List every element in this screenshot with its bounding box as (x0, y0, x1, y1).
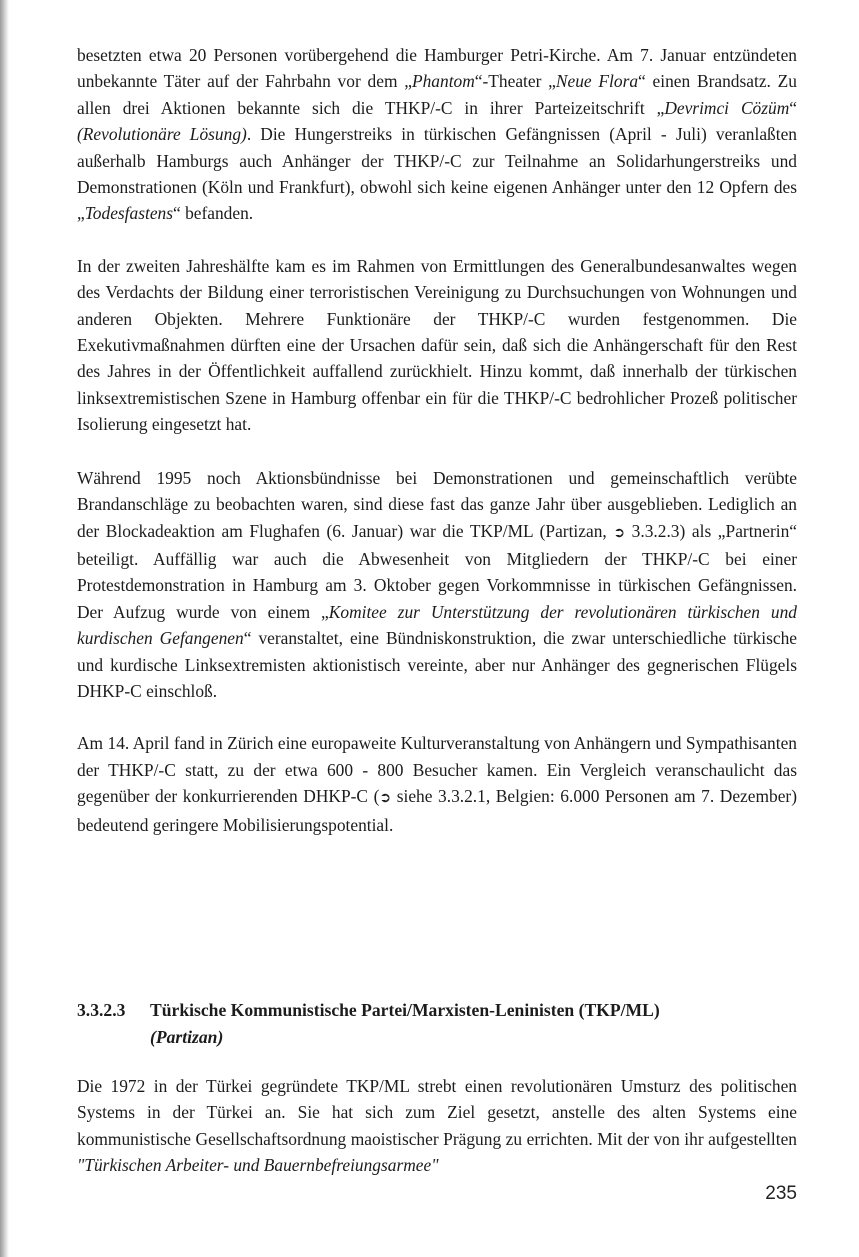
text-run: 3.3.2.3) als „Partnerin“ beteiligt. Auffällig war auch die Abwesenheit von Mitgliedern der THKP/-C bei einer Protestdemonstration in Hamburg am 3. Oktober gegen Vorkommnisse in türkischen Gefängnissen. Der Aufzug wurde von einem „ (77, 520, 797, 622)
text-run: “ einen Brandsatz. Zu allen drei Aktionen bekannte sich die THKP/-C in ihrer Parteizeitschrift „ (77, 71, 797, 118)
page-binding-edge (0, 0, 9, 1257)
section-subtitle: (Partizan) (150, 1027, 224, 1047)
italic-run: (Revolutionäre Lösung) (77, 124, 247, 145)
page-body (77, 42, 797, 838)
section-number: 3.3.2.3 (77, 1000, 126, 1020)
italic-run: Neue Flora (555, 71, 639, 92)
paragraph-2: In der zweiten Jahreshälfte kam es im Rahmen von Ermittlungen des Generalbundesanwaltes wegen des Verdachts der Bildung einer terroristischen Vereinigung zu Durchsuchungen von Wohnungen und anderen Objekten. Mehrere Funktionäre der THKP/-C wurden festgenommen. Die Exekutivmaßnahmen dürften eine der Ursachen dafür sein, daß sich die Anhängerschaft für den Rest des Jahres in der Öffentlichkeit auffallend zurückhielt. Hinzu kommt, daß innerhalb der türkischen linksextremistischen Szene in Hamburg offenbar ein für die THKP/-C bedrohlicher Prozeß politischer Isolierung eingesetzt hat. (77, 255, 797, 435)
text-run: siehe 3.3.2.1, Belgien: 6.000 Personen am 7. Dezember) bedeutend geringere Mobilisierungspotential. (77, 786, 797, 835)
section-heading (77, 997, 797, 1051)
text-run: “ befanden. (173, 203, 254, 224)
cross-reference-arrow-icon: ➲ (379, 790, 392, 807)
section-title: Türkische Kommunistische Partei/Marxisten-Leninisten (TKP/ML) (150, 1000, 660, 1020)
italic-run: Todesfastens (84, 203, 173, 224)
section-body (77, 1073, 797, 1179)
paragraph-3 (77, 465, 797, 705)
italic-run: Komitee zur Unterstützung der revolutionären türkischen und kurdischen Gefangenen (77, 601, 797, 649)
text-run: “-Theater „ (474, 71, 556, 92)
text-run: . Die Hungerstreiks in türkischen Gefängnissen (April - Juli) veranlaßten außerhalb Hamburgs auch Anhänger der THKP/-C zur Teilnahme an Solidarhungerstreiks und Demonstrationen (Köln und Frankfurt), obwohl sich keine eigenen Anhänger unter den 12 Opfern des „ (77, 124, 797, 224)
italic-run: Devrimci Cözüm (664, 97, 790, 118)
text-run: besetzten etwa 20 Personen vorübergehend die Hamburger Petri-Kirche. Am 7. Januar entzündeten unbekannte Täter auf der Fahrbahn vor dem „ (77, 45, 797, 92)
heading-line-1 (77, 997, 797, 1024)
text-run: “ veranstaltet, eine Bündniskonstruktion, die zwar unterschiedliche türkische und kurdische Linksextremisten aktionistisch vereinte, aber nur Anhänger des gegnerischen Flügels DHKP-C einschloß. (77, 628, 797, 701)
text-run: Während 1995 noch Aktionsbündnisse bei Demonstrationen und gemeinschaftlich verübte Brandanschläge zu beobachten waren, sind diese fast das ganze Jahr über ausgeblieben. Lediglich an der Blockadeaktion am Flughafen (6. Januar) war die TKP/ML (Partizan, (77, 467, 797, 541)
paragraph-4 (77, 730, 797, 838)
page-number: 235 (765, 1183, 797, 1204)
cross-reference-arrow-icon: ➲ (613, 524, 626, 541)
paragraph-5 (77, 1073, 797, 1179)
italic-run: "Türkischen Arbeiter- und Bauernbefreiungsarmee" (77, 1155, 439, 1176)
paragraph-1 (77, 42, 797, 227)
italic-run: Phantom (411, 71, 475, 92)
text-run: Am 14. April fand in Zürich eine europaweite Kulturveranstaltung von Anhängern und Sympathisanten der THKP/-C statt, zu der etwa 600 - 800 Besucher kamen. Ein Vergleich veranschaulicht das gegenüber der konkurrierenden DHKP-C ( (77, 733, 797, 807)
text-run: “ (789, 97, 797, 118)
text-run: Die 1972 in der Türkei gegründete TKP/ML strebt einen revolutionären Umsturz des politischen Systems in der Türkei an. Sie hat sich zum Ziel gesetzt, anstelle des alten Systems eine kommunistische Gesellschaftsordnung maoistischer Prägung zu errichten. Mit der von ihr aufgestellten (77, 1076, 797, 1149)
